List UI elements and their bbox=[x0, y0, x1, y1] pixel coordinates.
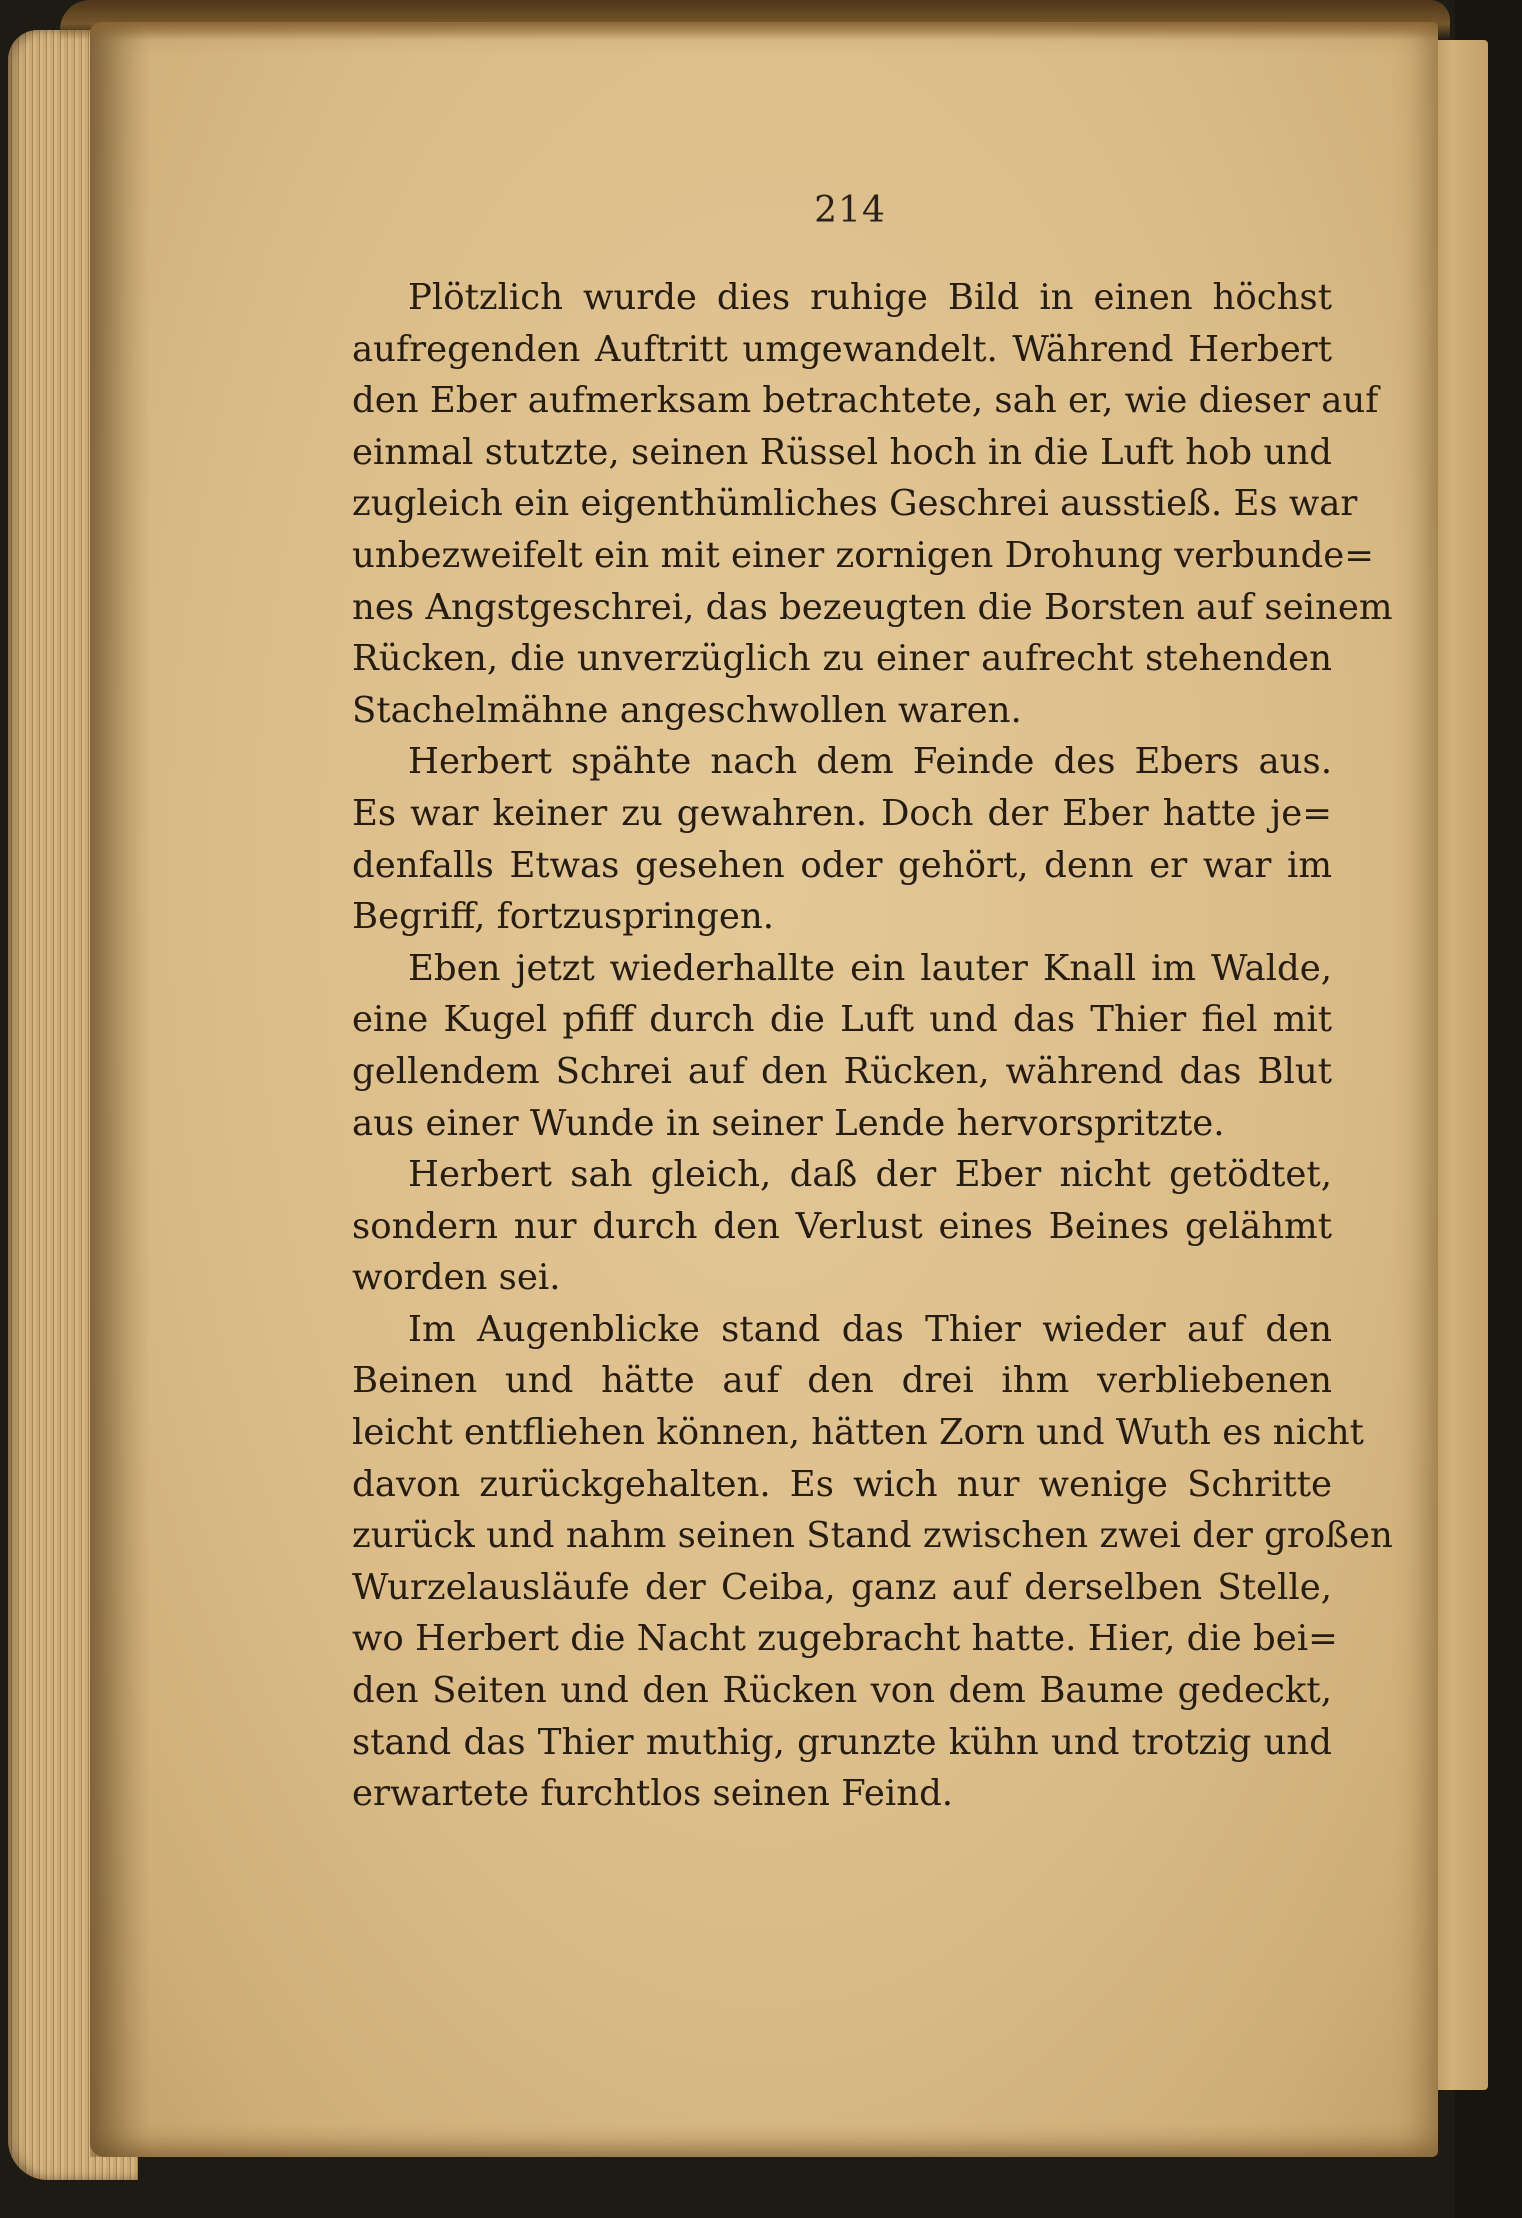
text-line: aus einer Wunde in seiner Lende hervorspritzte. bbox=[352, 1102, 1225, 1144]
text-line: Begriff, fortzuspringen. bbox=[352, 896, 774, 938]
text-line: zugleich ein eigenthümliches Geschrei ausstieß. Es war bbox=[352, 483, 1358, 525]
text-line: Plötzlich wurde dies ruhige Bild in einen höchst bbox=[408, 277, 1332, 318]
text-line: unbezweifelt ein mit einer zornigen Drohung verbunde= bbox=[352, 534, 1375, 576]
text-line: stand das Thier muthig, grunzte kühn und trotzig und bbox=[352, 1721, 1332, 1763]
text-line: zurück und nahm seinen Stand zwischen zwei der großen bbox=[352, 1515, 1393, 1557]
text-line: worden sei. bbox=[352, 1257, 561, 1299]
text-line: den Seiten und den Rücken von dem Baume gedeckt, bbox=[352, 1670, 1332, 1712]
book-cover-top-edge bbox=[60, 0, 1450, 40]
text-line: Beinen und hätte auf den drei ihm verbliebenen bbox=[352, 1360, 1332, 1402]
text-line: wo Herbert die Nacht zugebracht hatte. Hier, die bei= bbox=[352, 1618, 1338, 1660]
text-line: Herbert spähte nach dem Feinde des Ebers aus. bbox=[408, 741, 1332, 783]
text-line: Rücken, die unverzüglich zu einer aufrecht stehenden bbox=[352, 638, 1332, 680]
text-line: davon zurückgehalten. Es wich nur wenige Schritte bbox=[352, 1463, 1332, 1505]
text-line: Herbert sah gleich, daß der Eber nicht getödtet, bbox=[408, 1154, 1332, 1196]
text-line: Wurzelausläufe der Ceiba, ganz auf derselben Stelle, bbox=[352, 1566, 1332, 1608]
page-number: 214 bbox=[814, 190, 886, 231]
text-line: nes Angstgeschrei, das bezeugten die Borsten auf seinem bbox=[352, 586, 1393, 628]
body-text bbox=[352, 272, 1393, 1820]
text-line: Eben jetzt wiederhallte ein lauter Knall im Walde, bbox=[408, 947, 1332, 989]
text-line: erwartete furchtlos seinen Feind. bbox=[352, 1773, 954, 1815]
text-line: Es war keiner zu gewahren. Doch der Eber hatte je= bbox=[352, 792, 1332, 834]
text-line: Stachelmähne angeschwollen waren. bbox=[352, 689, 1022, 731]
text-line: den Eber aufmerksam betrachtete, sah er, wie dieser auf bbox=[352, 380, 1379, 422]
text-line: aufregenden Auftritt umgewandelt. Während Herbert bbox=[352, 328, 1332, 370]
text-line: eine Kugel pfiff durch die Luft und das Thier fiel mit bbox=[352, 999, 1332, 1041]
text-line: Im Augenblicke stand das Thier wieder auf den bbox=[408, 1308, 1332, 1350]
text-line: denfalls Etwas gesehen oder gehört, denn er war im bbox=[352, 844, 1332, 886]
text-line: sondern nur durch den Verlust eines Beines gelähmt bbox=[352, 1205, 1332, 1247]
text-line: einmal stutzte, seinen Rüssel hoch in die Luft hob und bbox=[352, 431, 1332, 473]
text-line: leicht entfliehen können, hätten Zorn und Wuth es nicht bbox=[352, 1412, 1364, 1454]
text-line: gellendem Schrei auf den Rücken, während das Blut bbox=[352, 1050, 1332, 1092]
